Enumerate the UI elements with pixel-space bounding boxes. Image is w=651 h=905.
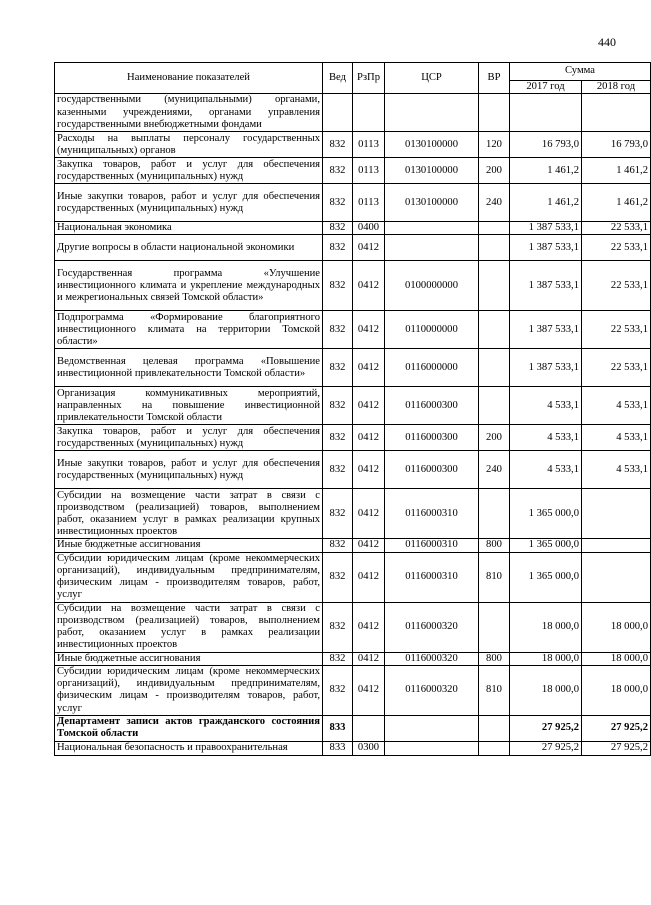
row-ved: 832: [323, 539, 353, 552]
row-sum-2018: [582, 539, 651, 552]
header-ved: Вед: [323, 63, 353, 94]
table-row: [55, 715, 651, 741]
row-name: Организация коммуникативных мероприятий, направленных на повышение инвестиционной привлекательности Томской области: [55, 387, 323, 425]
row-rzpr: 0412: [353, 387, 385, 425]
row-ved: 833: [323, 715, 353, 741]
row-ved: 832: [323, 552, 353, 602]
row-vr: [479, 222, 510, 235]
row-rzpr: 0412: [353, 349, 385, 387]
row-name: государственными (муниципальными) органами, казенными учреждениями, органами управления государственными внебюджетными фондами: [55, 94, 323, 132]
row-name: Закупка товаров, работ и услуг для обеспечения государственных (муниципальных) нужд: [55, 158, 323, 184]
row-sum-2018: 16 793,0: [582, 132, 651, 158]
table-row: [55, 602, 651, 652]
table-row: [55, 552, 651, 602]
row-sum-2017: 1 387 533,1: [510, 311, 582, 349]
row-ved: 832: [323, 158, 353, 184]
row-ved: 832: [323, 387, 353, 425]
row-vr: [479, 715, 510, 741]
row-csr: 0116000300: [385, 387, 479, 425]
row-name: Ведомственная целевая программа «Повышение инвестиционной привлекательности Томской области»: [55, 349, 323, 387]
row-vr: 120: [479, 132, 510, 158]
row-csr: [385, 741, 479, 755]
row-csr: 0116000000: [385, 349, 479, 387]
row-csr: 0116000300: [385, 451, 479, 489]
table-row: [55, 451, 651, 489]
table-row: [55, 539, 651, 552]
row-ved: 832: [323, 602, 353, 652]
table-row: [55, 222, 651, 235]
row-name: Национальная экономика: [55, 222, 323, 235]
table-row: [55, 387, 651, 425]
row-rzpr: 0412: [353, 425, 385, 451]
row-ved: 832: [323, 489, 353, 539]
row-ved: [323, 94, 353, 132]
row-rzpr: 0113: [353, 132, 385, 158]
row-vr: [479, 261, 510, 311]
row-sum-2018: 18 000,0: [582, 602, 651, 652]
table-row: [55, 235, 651, 261]
row-rzpr: 0412: [353, 539, 385, 552]
row-rzpr: 0412: [353, 602, 385, 652]
row-sum-2018: [582, 94, 651, 132]
row-vr: 810: [479, 665, 510, 715]
row-vr: 240: [479, 451, 510, 489]
row-vr: [479, 741, 510, 755]
header-sum: Сумма: [510, 63, 651, 81]
row-vr: 800: [479, 539, 510, 552]
row-name: Иные бюджетные ассигнования: [55, 539, 323, 552]
row-sum-2018: 18 000,0: [582, 665, 651, 715]
row-sum-2017: 1 387 533,1: [510, 349, 582, 387]
row-vr: [479, 311, 510, 349]
row-sum-2017: 27 925,2: [510, 715, 582, 741]
row-sum-2017: [510, 94, 582, 132]
row-sum-2017: 1 387 533,1: [510, 222, 582, 235]
row-sum-2017: 1 365 000,0: [510, 539, 582, 552]
row-sum-2018: 4 533,1: [582, 425, 651, 451]
table-row: [55, 425, 651, 451]
row-ved: 832: [323, 349, 353, 387]
row-name: Департамент записи актов гражданского состояния Томской области: [55, 715, 323, 741]
row-csr: 0100000000: [385, 261, 479, 311]
row-ved: 832: [323, 425, 353, 451]
row-csr: [385, 94, 479, 132]
row-vr: 800: [479, 652, 510, 665]
row-csr: 0130100000: [385, 158, 479, 184]
row-sum-2018: 27 925,2: [582, 741, 651, 755]
row-sum-2017: 18 000,0: [510, 602, 582, 652]
header-csr: ЦСР: [385, 63, 479, 94]
row-vr: 240: [479, 184, 510, 222]
row-name: Подпрограмма «Формирование благоприятного инвестиционного климата на территории Томской области»: [55, 311, 323, 349]
table-body: [55, 94, 651, 756]
row-rzpr: 0412: [353, 261, 385, 311]
row-name: Государственная программа «Улучшение инвестиционного климата и укрепление международных и межрегиональных связей Томской области»: [55, 261, 323, 311]
row-sum-2018: 22 533,1: [582, 311, 651, 349]
row-csr: [385, 715, 479, 741]
row-rzpr: 0412: [353, 489, 385, 539]
row-sum-2018: 27 925,2: [582, 715, 651, 741]
row-csr: [385, 222, 479, 235]
row-csr: 0110000000: [385, 311, 479, 349]
row-sum-2018: 1 461,2: [582, 158, 651, 184]
row-sum-2017: 18 000,0: [510, 665, 582, 715]
row-name: Субсидии на возмещение части затрат в связи с производством (реализацией) товаров, выполнением работ, оказанием услуг в рамках реализации крупных инвестиционных проектов: [55, 489, 323, 539]
header-rzpr: РзПр: [353, 63, 385, 94]
row-sum-2018: [582, 552, 651, 602]
table-row: [55, 184, 651, 222]
table-row: [55, 665, 651, 715]
row-ved: 832: [323, 222, 353, 235]
header-vr: ВР: [479, 63, 510, 94]
row-sum-2017: 1 387 533,1: [510, 261, 582, 311]
table-row: [55, 311, 651, 349]
row-name: Субсидии юридическим лицам (кроме некоммерческих организаций), индивидуальным предпринимателям, физическим лицам - производителям товаров, работ, услуг: [55, 552, 323, 602]
row-rzpr: 0113: [353, 184, 385, 222]
row-sum-2017: 27 925,2: [510, 741, 582, 755]
row-ved: 832: [323, 665, 353, 715]
table-row: [55, 741, 651, 755]
table-header: [55, 63, 651, 94]
budget-table: [54, 62, 651, 756]
row-csr: 0130100000: [385, 132, 479, 158]
row-vr: [479, 349, 510, 387]
row-sum-2018: 4 533,1: [582, 451, 651, 489]
row-ved: 832: [323, 132, 353, 158]
row-ved: 832: [323, 235, 353, 261]
row-name: Иные бюджетные ассигнования: [55, 652, 323, 665]
table-row: [55, 132, 651, 158]
table-row: [55, 94, 651, 132]
row-name: Национальная безопасность и правоохранительная: [55, 741, 323, 755]
row-sum-2017: 4 533,1: [510, 387, 582, 425]
row-sum-2018: 22 533,1: [582, 261, 651, 311]
row-csr: 0116000320: [385, 602, 479, 652]
table-row: [55, 652, 651, 665]
header-2018: 2018 год: [582, 81, 651, 94]
row-sum-2018: 22 533,1: [582, 222, 651, 235]
table-row: [55, 489, 651, 539]
row-sum-2018: 22 533,1: [582, 349, 651, 387]
table-row: [55, 349, 651, 387]
row-sum-2017: 1 461,2: [510, 158, 582, 184]
row-sum-2017: 1 387 533,1: [510, 235, 582, 261]
row-ved: 832: [323, 451, 353, 489]
row-ved: 832: [323, 311, 353, 349]
header-2017: 2017 год: [510, 81, 582, 94]
row-csr: 0116000320: [385, 652, 479, 665]
row-sum-2018: 18 000,0: [582, 652, 651, 665]
row-rzpr: 0412: [353, 665, 385, 715]
row-sum-2018: 1 461,2: [582, 184, 651, 222]
row-sum-2017: 18 000,0: [510, 652, 582, 665]
row-sum-2018: [582, 489, 651, 539]
row-ved: 832: [323, 652, 353, 665]
row-vr: [479, 602, 510, 652]
row-rzpr: 0412: [353, 552, 385, 602]
row-name: Субсидии юридическим лицам (кроме некоммерческих организаций), индивидуальным предпринимателям, физическим лицам - производителям товаров, работ, услуг: [55, 665, 323, 715]
row-sum-2017: 4 533,1: [510, 425, 582, 451]
header-name: Наименование показателей: [55, 63, 323, 94]
row-rzpr: 0113: [353, 158, 385, 184]
row-name: Иные закупки товаров, работ и услуг для обеспечения государственных (муниципальных) нужд: [55, 184, 323, 222]
row-vr: 200: [479, 158, 510, 184]
row-rzpr: 0400: [353, 222, 385, 235]
row-csr: 0116000310: [385, 489, 479, 539]
row-name: Другие вопросы в области национальной экономики: [55, 235, 323, 261]
row-csr: 0116000310: [385, 552, 479, 602]
row-sum-2017: 16 793,0: [510, 132, 582, 158]
row-rzpr: [353, 94, 385, 132]
row-sum-2018: 4 533,1: [582, 387, 651, 425]
row-rzpr: 0412: [353, 311, 385, 349]
row-sum-2017: 1 461,2: [510, 184, 582, 222]
row-sum-2017: 1 365 000,0: [510, 552, 582, 602]
row-rzpr: [353, 715, 385, 741]
row-csr: 0130100000: [385, 184, 479, 222]
row-ved: 832: [323, 261, 353, 311]
row-sum-2018: 22 533,1: [582, 235, 651, 261]
row-rzpr: 0412: [353, 652, 385, 665]
row-name: Субсидии на возмещение части затрат в связи с производством (реализацией) товаров, выполнением работ, оказанием услуг в рамках реализации инвестиционных проектов: [55, 602, 323, 652]
table-row: [55, 261, 651, 311]
row-rzpr: 0300: [353, 741, 385, 755]
row-vr: [479, 387, 510, 425]
row-vr: 810: [479, 552, 510, 602]
row-vr: [479, 235, 510, 261]
row-csr: 0116000320: [385, 665, 479, 715]
row-vr: 200: [479, 425, 510, 451]
row-rzpr: 0412: [353, 451, 385, 489]
row-csr: 0116000310: [385, 539, 479, 552]
row-sum-2017: 4 533,1: [510, 451, 582, 489]
table-row: [55, 158, 651, 184]
row-csr: [385, 235, 479, 261]
row-rzpr: 0412: [353, 235, 385, 261]
row-name: Расходы на выплаты персоналу государственных (муниципальных) органов: [55, 132, 323, 158]
row-ved: 833: [323, 741, 353, 755]
page-number: 440: [598, 35, 616, 49]
row-ved: 832: [323, 184, 353, 222]
row-vr: [479, 94, 510, 132]
row-csr: 0116000300: [385, 425, 479, 451]
row-name: Закупка товаров, работ и услуг для обеспечения государственных (муниципальных) нужд: [55, 425, 323, 451]
row-vr: [479, 489, 510, 539]
row-name: Иные закупки товаров, работ и услуг для обеспечения государственных (муниципальных) нужд: [55, 451, 323, 489]
row-sum-2017: 1 365 000,0: [510, 489, 582, 539]
